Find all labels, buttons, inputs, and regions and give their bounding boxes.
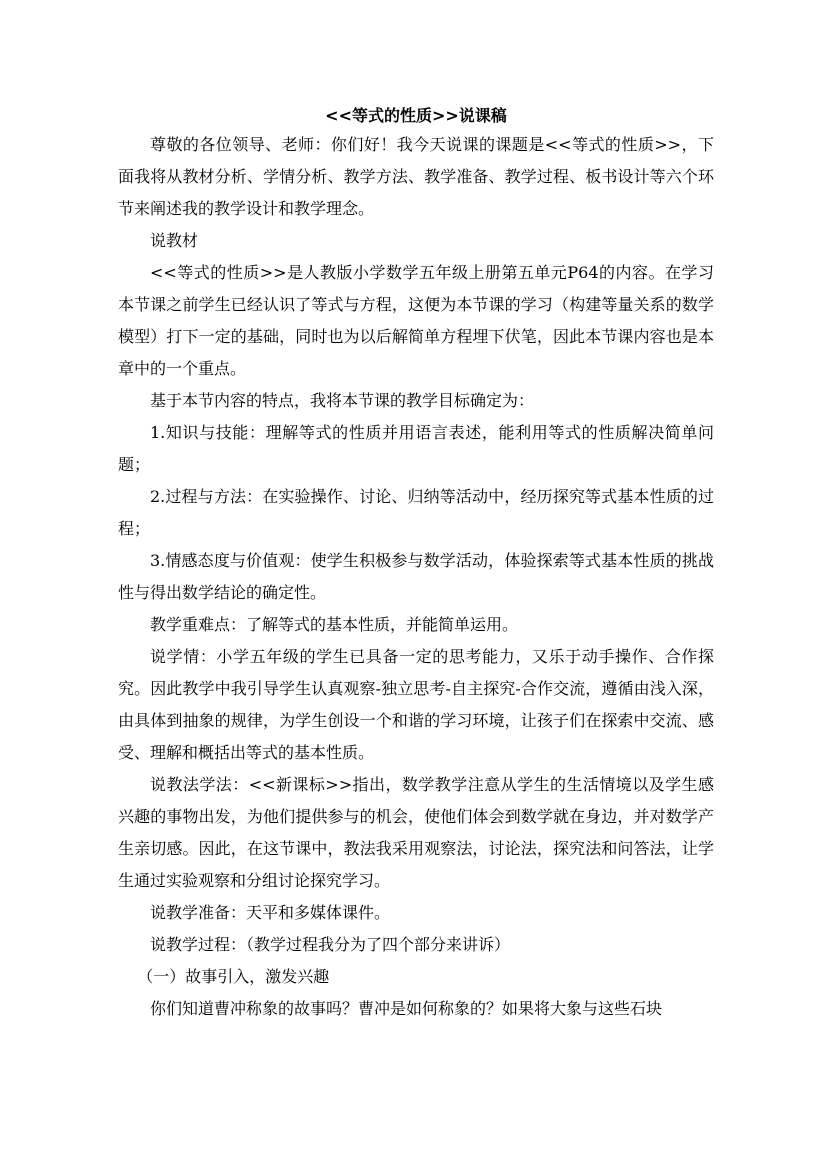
paragraph-preparation: 说教学准备：天平和多媒体课件。 <box>150 903 391 922</box>
paragraph-objectives-intro: 基于本节内容的特点，我将本节课的教学目标确定为： <box>150 391 535 410</box>
paragraph-teaching-process: 说教学过程：（教学过程我分为了四个部分来讲诉） <box>150 935 511 954</box>
objective-attitude: 3.情感态度与价值观：使学生积极参与数学活动，体验探索等式基本性质的挑战性与得出数学结论的确定性。 <box>118 551 714 602</box>
paragraph-teaching-methods: 说教法学法：<<新课标>>指出，数学教学注意从学生的生活情境以及学生感兴趣的事物出发，为他们提供参与的机会，使他们体会到数学就在身边，并对数学产生亲切感。因此，在这节课中，教法我采用观察法，讨论法，探究法和问答法，让学生通过实验观察和分组讨论探究学习。 <box>118 775 714 890</box>
paragraph-textbook-analysis: <<等式的性质>>是人教版小学数学五年级上册第五单元P64的内容。在学习本节课之前学生已经认识了等式与方程，这便为本节课的学习（构建等量关系的数学模型）打下一定的基础，同时也为以后解简单方程埋下伏笔，因此本节课内容也是本章中的一个重点。 <box>118 263 714 378</box>
document-body <box>118 100 714 1025</box>
paragraph-greeting: 尊敬的各位领导、老师：你们好！我今天说课的课题是<<等式的性质>>，下面我将从教材分析、学情分析、教学方法、教学准备、教学过程、板书设计等六个环节来阐述我的教学设计和教学理念。 <box>118 135 714 218</box>
paragraph-key-points: 教学重难点：了解等式的基本性质，并能简单运用。 <box>150 615 519 634</box>
section-heading-textbook: 说教材 <box>150 231 199 250</box>
subheading-story-intro: （一）故事引入，激发兴趣 <box>137 967 330 986</box>
document-title: <<等式的性质>>说课稿 <box>325 106 507 125</box>
objective-knowledge: 1.知识与技能：理解等式的性质并用语言表述，能利用等式的性质解决简单问题； <box>118 423 714 474</box>
paragraph-learner-analysis: 说学情：小学五年级的学生已具备一定的思考能力，又乐于动手操作、合作探究。因此教学中我引导学生认真观察-独立思考-自主探究-合作交流，遵循由浅入深，由具体到抽象的规律，为学生创设一个和谐的学习环境，让孩子们在探索中交流、感受、理解和概括出等式的基本性质。 <box>118 647 714 762</box>
objective-process: 2.过程与方法：在实验操作、讨论、归纳等活动中，经历探究等式基本性质的过程； <box>118 487 714 538</box>
paragraph-story-question: 你们知道曹冲称象的故事吗？曹冲是如何称象的？如果将大象与这些石块 <box>150 999 663 1018</box>
